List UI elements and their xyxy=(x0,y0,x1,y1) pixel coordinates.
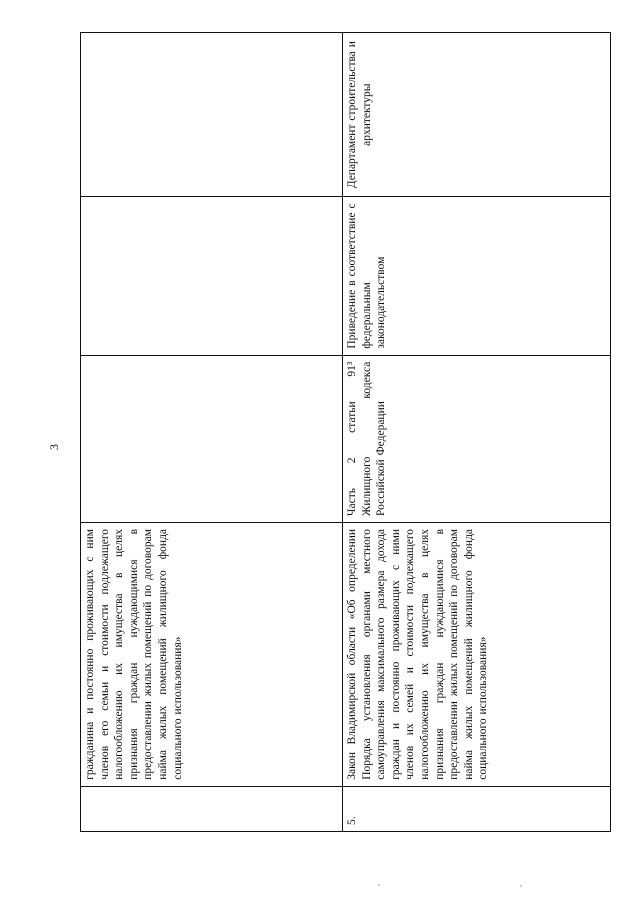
legal-basis-cell: Часть 2 статьи 91³ Жилищного кодекса Российской Федерации xyxy=(343,355,611,522)
document-table-rotated xyxy=(80,32,610,832)
table-row xyxy=(81,33,343,832)
responsible-cell: Департамент строительства и архитектуры xyxy=(343,33,611,197)
responsible-cell xyxy=(81,33,343,197)
scan-speck xyxy=(378,884,380,886)
page-number: 3 xyxy=(47,444,61,450)
row-number-cell: 5. xyxy=(343,786,611,831)
law-title-cell: гражданина и постоянно проживающих с ним членов его семьи и стоимости подлежащего налогообложению их имущества в целях признания граждан нуждающимися в предоставлении жилых помещений по договорам найма жилых помещений жилищного фонда социального использования» xyxy=(81,522,343,786)
row-number-cell xyxy=(81,786,343,831)
law-title-cell: Закон Владимирской области «Об определении Порядка установления органами местного самоуправления максимального размера дохода граждан и постоянно проживающих с ними членов их семей и стоимости подлежащего налогообложению их имущества в целях признания граждан нуждающимися в предоставлении жилых помещений по договорам найма жилых помещений жилищного фонда социального использования» xyxy=(343,522,611,786)
reason-cell xyxy=(81,197,343,355)
legal-basis-cell xyxy=(81,355,343,522)
document-table xyxy=(80,32,611,832)
table-row xyxy=(343,33,611,832)
scan-speck xyxy=(520,885,522,887)
reason-cell: Приведение в соответствие с федеральным законодательством xyxy=(343,197,611,355)
